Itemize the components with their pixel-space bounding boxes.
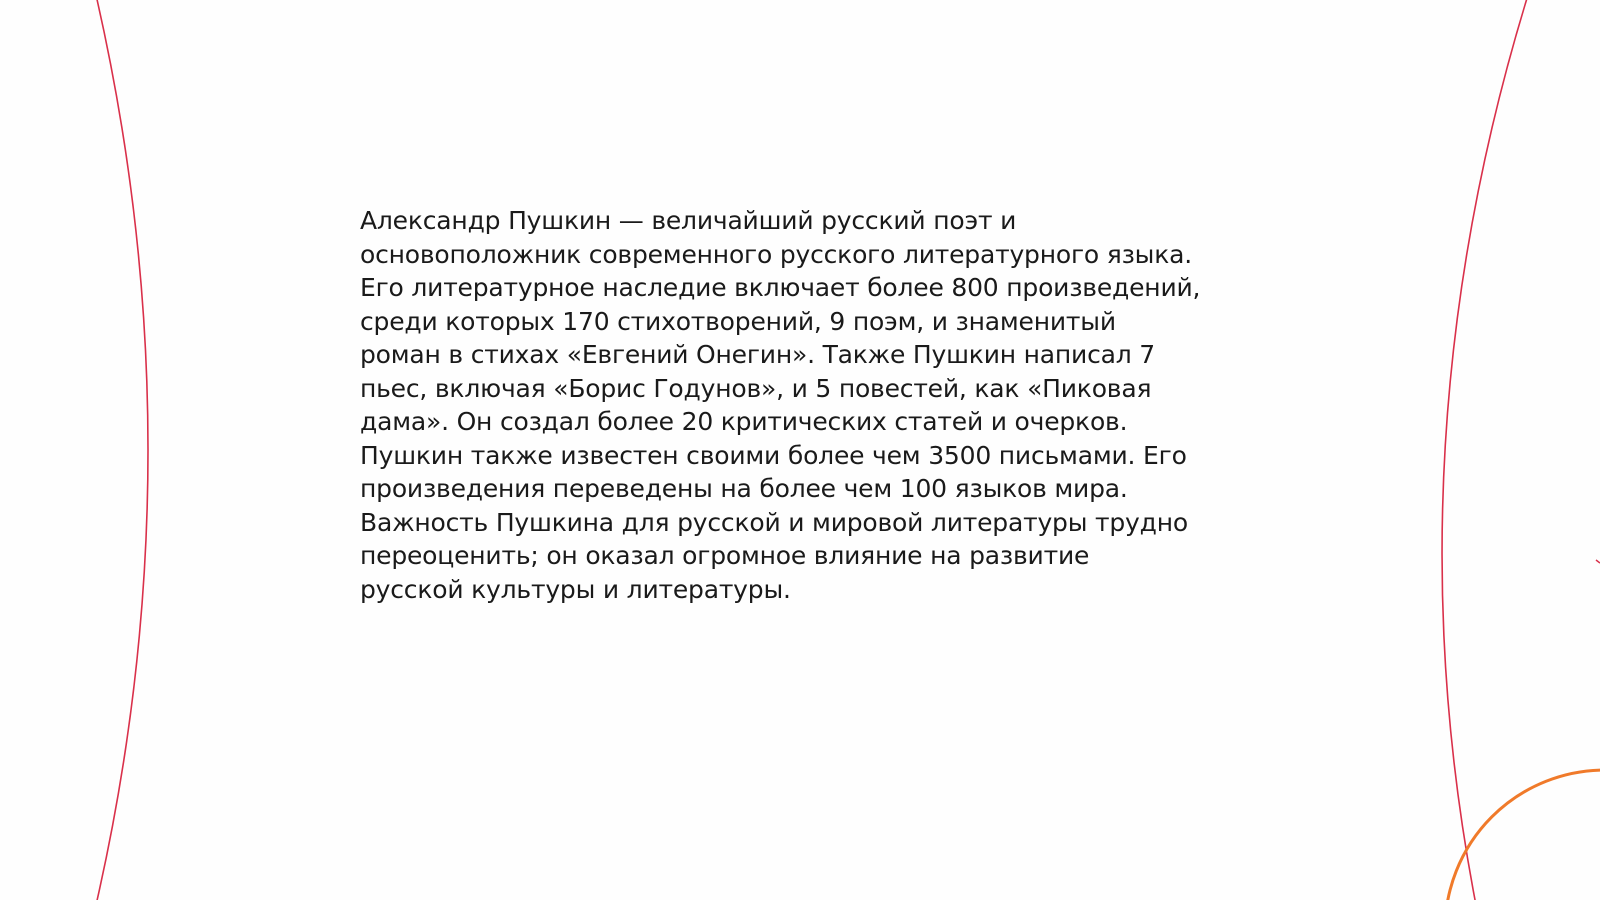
paragraph-line: основоположник современного русского литературного языка. xyxy=(360,239,1192,269)
bottom-right-orange-circle xyxy=(1445,770,1600,900)
paragraph-line: Важность Пушкина для русской и мировой литературы трудно xyxy=(360,507,1188,537)
paragraph-line: среди которых 170 стихотворений, 9 поэм, и знаменитый xyxy=(360,306,1116,336)
paragraph-line: пьес, включая «Борис Годунов», и 5 повестей, как «Пиковая xyxy=(360,373,1152,403)
paragraph-line: роман в стихах «Евгений Онегин». Также Пушкин написал 7 xyxy=(360,340,1155,369)
body-paragraph xyxy=(360,204,1240,606)
right-red-arc xyxy=(1442,0,1528,900)
paragraph-line: переоценить; он оказал огромное влияние на развитие xyxy=(360,541,1090,570)
left-red-arc xyxy=(96,0,148,900)
paragraph-line: дама». Он создал более 20 критических статей и очерков. xyxy=(360,407,1128,436)
paragraph-line: Александр Пушкин — величайший русский поэт и xyxy=(360,206,1017,235)
paragraph-line: Пушкин также известен своими более чем 3500 письмами. Его xyxy=(360,440,1187,470)
paragraph-line: Его литературное наследие включает более 800 произведений, xyxy=(360,273,1201,302)
paragraph-line: русской культуры и литературы. xyxy=(360,574,791,604)
right-edge-tick-mark xyxy=(1596,560,1600,563)
paragraph-line: произведения переведены на более чем 100 языков мира. xyxy=(360,474,1128,503)
